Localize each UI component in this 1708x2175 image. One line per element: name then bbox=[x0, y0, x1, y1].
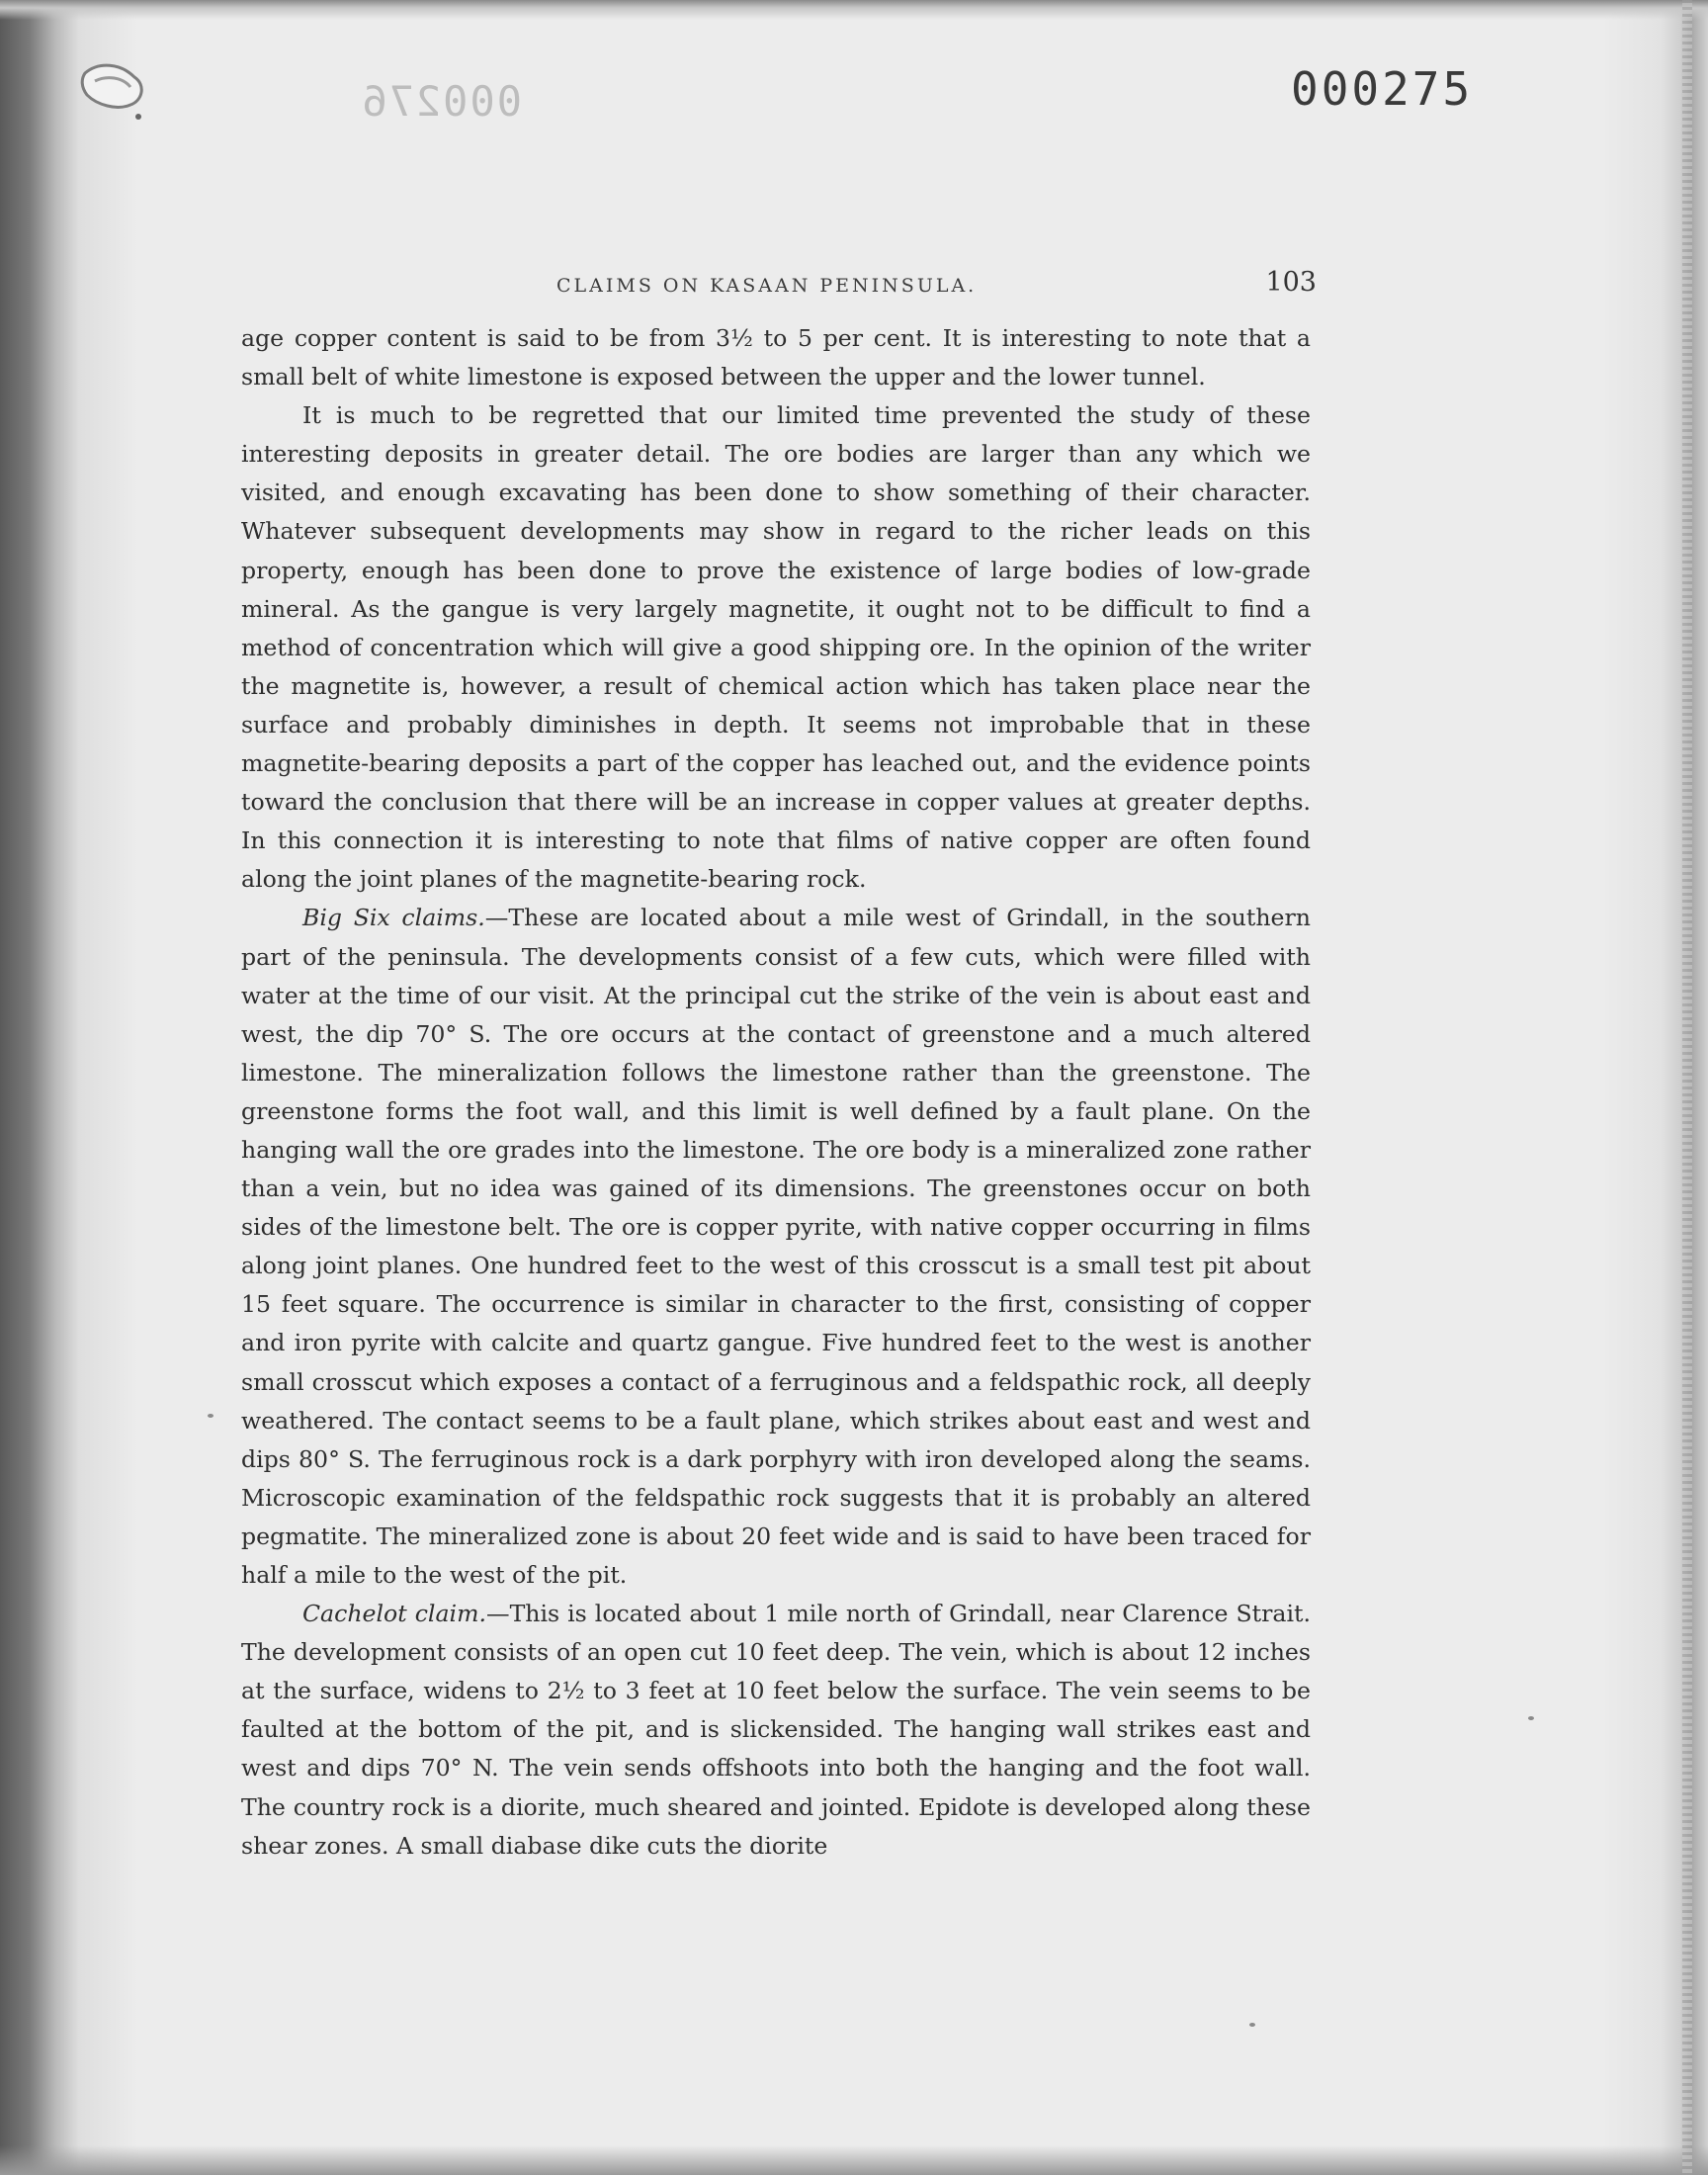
bates-number: 000275 bbox=[1291, 62, 1474, 116]
paragraph-text: It is much to be regretted that our limited time prevented the study of these interesting deposits in greater detail. The ore bodies are larger than any which we visited, and enough excavating has been done to show something of their character. Whatever subsequent developments may show in regard to the richer leads on this property, enough has been done to prove the existence of large bodies of low-grade mineral. As the gangue is very largely magnetite, it ought not to be difficult to find a method of concentration which will give a good shipping ore. In the opinion of the writer the magnetite is, however, a result of chemical action which has taken place near the surface and probably diminishes in depth. It seems not improbable that in these magnetite-bearing deposits a part of the copper has leached out, and the evidence points toward the conclusion that there will be an increase in copper values at greater depths. In this connection it is interesting to note that films of native copper are often found along the joint planes of the magnetite-bearing rock. bbox=[241, 401, 1311, 894]
scan-speck bbox=[1249, 2023, 1255, 2027]
page-number: 103 bbox=[1265, 267, 1317, 298]
paragraph-text: age copper content is said to be from 3½ to 5 per cent. It is interesting to note that a small belt of white limestone is exposed between the upper and the lower tunnel. bbox=[241, 324, 1311, 392]
bates-number-bleedthrough: 000276 bbox=[360, 77, 522, 126]
paragraph-text: —These are located about a mile west of Grindall, in the southern part of the peninsula. The developments consist of a few cuts, which were filled with water at the time of our visit. At the principal cut the strike of the vein is about east and west, the dip 70° S. The ore occurs at the contact of greenstone and a much altered limestone. The mineralization follows the limestone rather than the greenstone. The greenstone forms the foot wall, and this limit is well defined by a fault plane. On the hanging wall the ore grades into the limestone. The ore body is a mineralized zone rather than a vein, but no idea was gained of its dimensions. The greenstones occur on both sides of the limestone belt. The ore is copper pyrite, with native copper occurring in films along joint planes. One hundred feet to the west of this crosscut is a small test pit about 15 feet square. The occurrence is similar in character to the first, consisting of copper and iron pyrite with calcite and quartz gangue. Five hundred feet to the west is another small crosscut which exposes a contact of a ferruginous and a feldspathic rock, all deeply weathered. The contact seems to be a fault plane, which strikes about east and west and dips 80° S. The ferruginous rock is a dark porphyry with iron developed along the seams. Microscopic examination of the feldspathic rock suggests that it is probably an altered pegmatite. The mineralized zone is about 20 feet wide and is said to have been traced for half a mile to the west of the pit. bbox=[241, 904, 1311, 1589]
scan-speck bbox=[1528, 1716, 1534, 1720]
scan-speck bbox=[208, 1414, 214, 1418]
paragraph-text: —This is located about 1 mile north of Grindall, near Clarence Strait. The development consists of an open cut 10 feet deep. The vein, which is about 12 inches at the surface, widens to 2½ to 3 feet at 10 feet below the surface. The vein seems to be faulted at the bottom of the pit, and is slickensided. The hanging wall strikes east and west and dips 70° N. The vein sends offshoots into both the hanging and the foot wall. The country rock is a diorite, much sheared and jointed. Epidote is developed along these shear zones. A small diabase dike cuts the diorite bbox=[241, 1600, 1311, 1860]
body-text bbox=[241, 319, 1311, 1866]
running-head: CLAIMS ON KASAAN PENINSULA. bbox=[556, 275, 978, 297]
paragraph bbox=[241, 396, 1311, 899]
paragraph-lead: Cachelot claim. bbox=[302, 1600, 486, 1628]
paragraph bbox=[241, 899, 1311, 1595]
paragraph bbox=[241, 1595, 1311, 1866]
paragraph bbox=[241, 319, 1311, 396]
paragraph-lead: Big Six claims. bbox=[302, 904, 485, 932]
top-edge-shadow bbox=[0, 0, 1708, 20]
right-edge-binding bbox=[1682, 0, 1692, 2175]
bottom-edge-shadow bbox=[0, 2145, 1708, 2175]
staple-hole-mark bbox=[77, 59, 166, 129]
